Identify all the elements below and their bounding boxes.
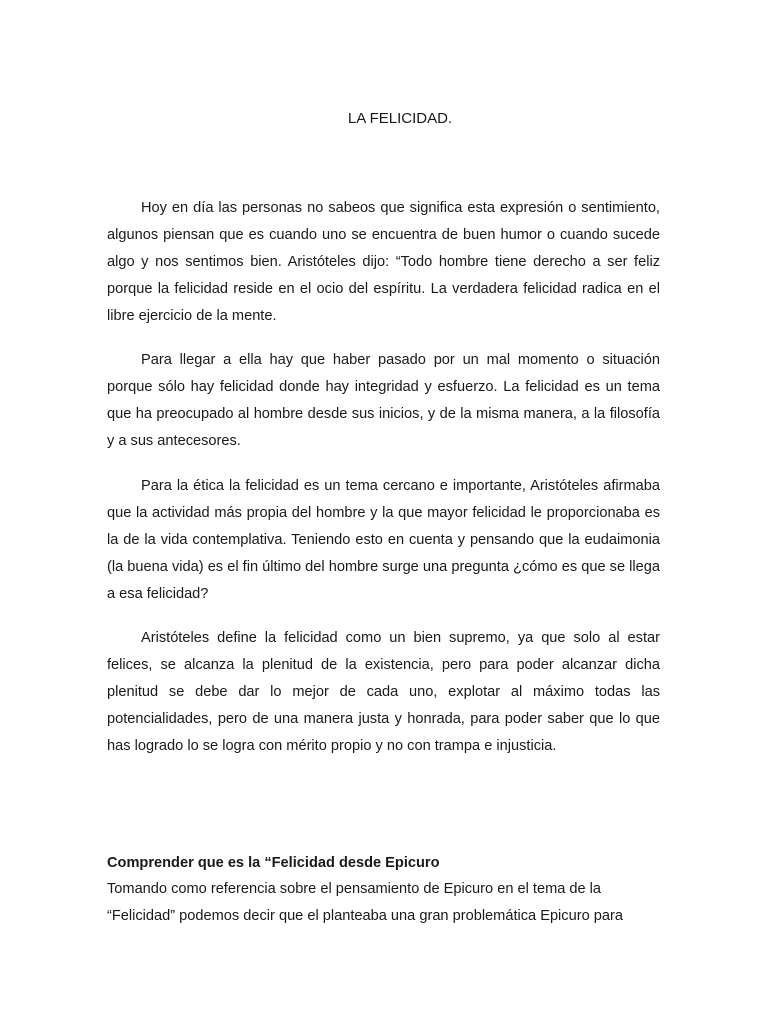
document-title: LA FELICIDAD. xyxy=(347,110,453,127)
paragraph: Para la ética la felicidad es un tema cercano e importante, Aristóteles afirmaba que la actividad más propia del hombre y la que mayor felicidad le proporcionaba es la de la vida contemplativa. Teniendo esto en cuenta y pensando que la eudaimonia (la buena vida) es el fin último del hombre surge una pregunta ¿cómo es que se llega a esa felicidad? xyxy=(107,478,660,602)
paragraph: Hoy en día las personas no sabeos que significa esta expresión o sentimiento, algunos piensan que es cuando uno se encuentra de buen humor o cuando sucede algo y nos sentimos bien. Aristóteles dijo: “Todo hombre tiene derecho a ser feliz porque la felicidad reside en el ocio del espíritu. La verdadera felicidad radica en el libre ejercicio de la mente. xyxy=(107,200,660,324)
section-heading: Comprender que es la “Felicidad desde Epicuro xyxy=(107,855,440,871)
paragraph: Aristóteles define la felicidad como un bien supremo, ya que solo al estar felices, se alcanza la plenitud de la existencia, pero para poder alcanzar dicha plenitud se debe dar lo mejor de cada uno, explotar al máximo todas las potencialidades, pero de una manera justa y honrada, para poder saber que lo que has logrado lo se logra con mérito propio y no con trampa e injusticia. xyxy=(107,630,660,754)
section-paragraph: Tomando como referencia sobre el pensamiento de Epicuro en el tema de la “Felicidad” podemos decir que el planteaba una gran problemática Epicuro para xyxy=(107,881,623,924)
paragraph: Para llegar a ella hay que haber pasado por un mal momento o situación porque sólo hay felicidad donde hay integridad y esfuerzo. La felicidad es un tema que ha preocupado al hombre desde sus inicios, y de la misma manera, a la filosofía y a sus antecesores. xyxy=(107,352,660,449)
